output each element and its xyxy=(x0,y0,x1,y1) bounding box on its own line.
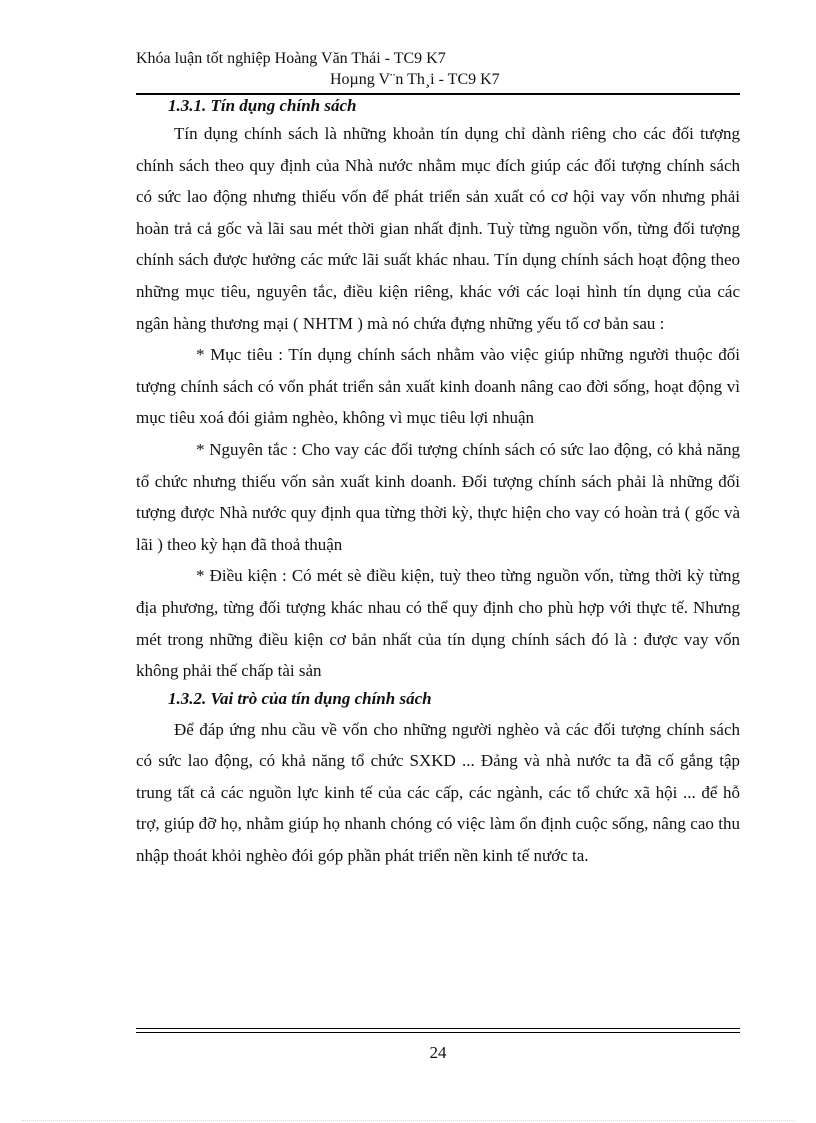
paragraph-role: Để đáp ứng nhu cầu về vốn cho những người nghèo và các đối tượng chính sách có sức lao động, có khả năng tổ chức SXKD ... Đảng và nhà nước ta đã cố gắng tập trung tất cả các nguồn lực kinh tế của các cấp, các ngành, các tổ chức xã hội ... để hỗ trợ, giúp đỡ họ, nhằm giúp họ nhanh chóng có việc làm ổn định cuộc sống, nâng cao thu nhập thoát khỏi nghèo đói góp phần phát triển nền kinh tế nước ta. xyxy=(136,719,740,866)
paragraph-condition: * Điều kiện : Có mét sè điều kiện, tuỳ theo từng nguồn vốn, từng thời kỳ từng địa phương, từng đối tượng khác nhau có thể quy định cho phù hợp với thực tế. Nhưng mét trong những điều kiện cơ bản nhất của tín dụng chính sách đó là : được vay vốn không phải thế chấp tài sản xyxy=(136,566,740,681)
section-heading-1-3-2: 1.3.2. Vai trò của tín dụng chính sách xyxy=(168,688,432,708)
running-header-garbled: Hoµng V¨n Th¸i - TC9 K7 xyxy=(330,71,500,88)
page-body xyxy=(136,94,740,872)
paragraph-objective: * Mục tiêu : Tín dụng chính sách nhằm vào việc giúp những người thuộc đối tượng chính sách có vốn phát triển sản xuất kinh doanh nâng cao đời sống, hoạt động vì mục tiêu xoá đói giảm nghèo, không vì mục tiêu lợi nhuận xyxy=(136,345,740,428)
page-edge-dotted-line xyxy=(22,1120,794,1121)
running-header-title: Khóa luận tốt nghiệp Hoàng Văn Thái - TC9 K7 xyxy=(136,50,446,67)
page-number: 24 xyxy=(429,1043,447,1062)
footer-rule-top xyxy=(136,1028,740,1029)
section-heading-1-3-1: 1.3.1. Tín dụng chính sách xyxy=(168,96,357,115)
footer-rule-bottom xyxy=(136,1032,740,1033)
paragraph-principle: * Nguyên tắc : Cho vay các đối tượng chính sách có sức lao động, có khả năng tổ chức nhưng thiếu vốn sản xuất kinh doanh. Đối tượng chính sách phải là những đối tượng được Nhà nước quy định qua từng thời kỳ, thực hiện cho vay có hoàn trả ( gốc và lãi ) theo kỳ hạn đã thoả thuận xyxy=(136,439,740,554)
paragraph-definition: Tín dụng chính sách là những khoản tín dụng chỉ dành riêng cho các đối tượng chính sách theo quy định của Nhà nước nhằm mục đích giúp các đối tượng chính sách có sức lao động nhưng thiếu vốn để phát triển sản xuất có cơ hội vay vốn nhưng phải hoàn trả cả gốc và lãi sau mét thời gian nhất định. Tuỳ từng nguồn vốn, từng đối tượng chính sách được hưởng các mức lãi suất khác nhau. Tín dụng chính sách hoạt động theo những mục tiêu, nguyên tắc, điều kiện riêng, khác với các loại hình tín dụng của các ngân hàng thương mại ( NHTM ) mà nó chứa đựng những yếu tố cơ bản sau : xyxy=(136,124,740,333)
